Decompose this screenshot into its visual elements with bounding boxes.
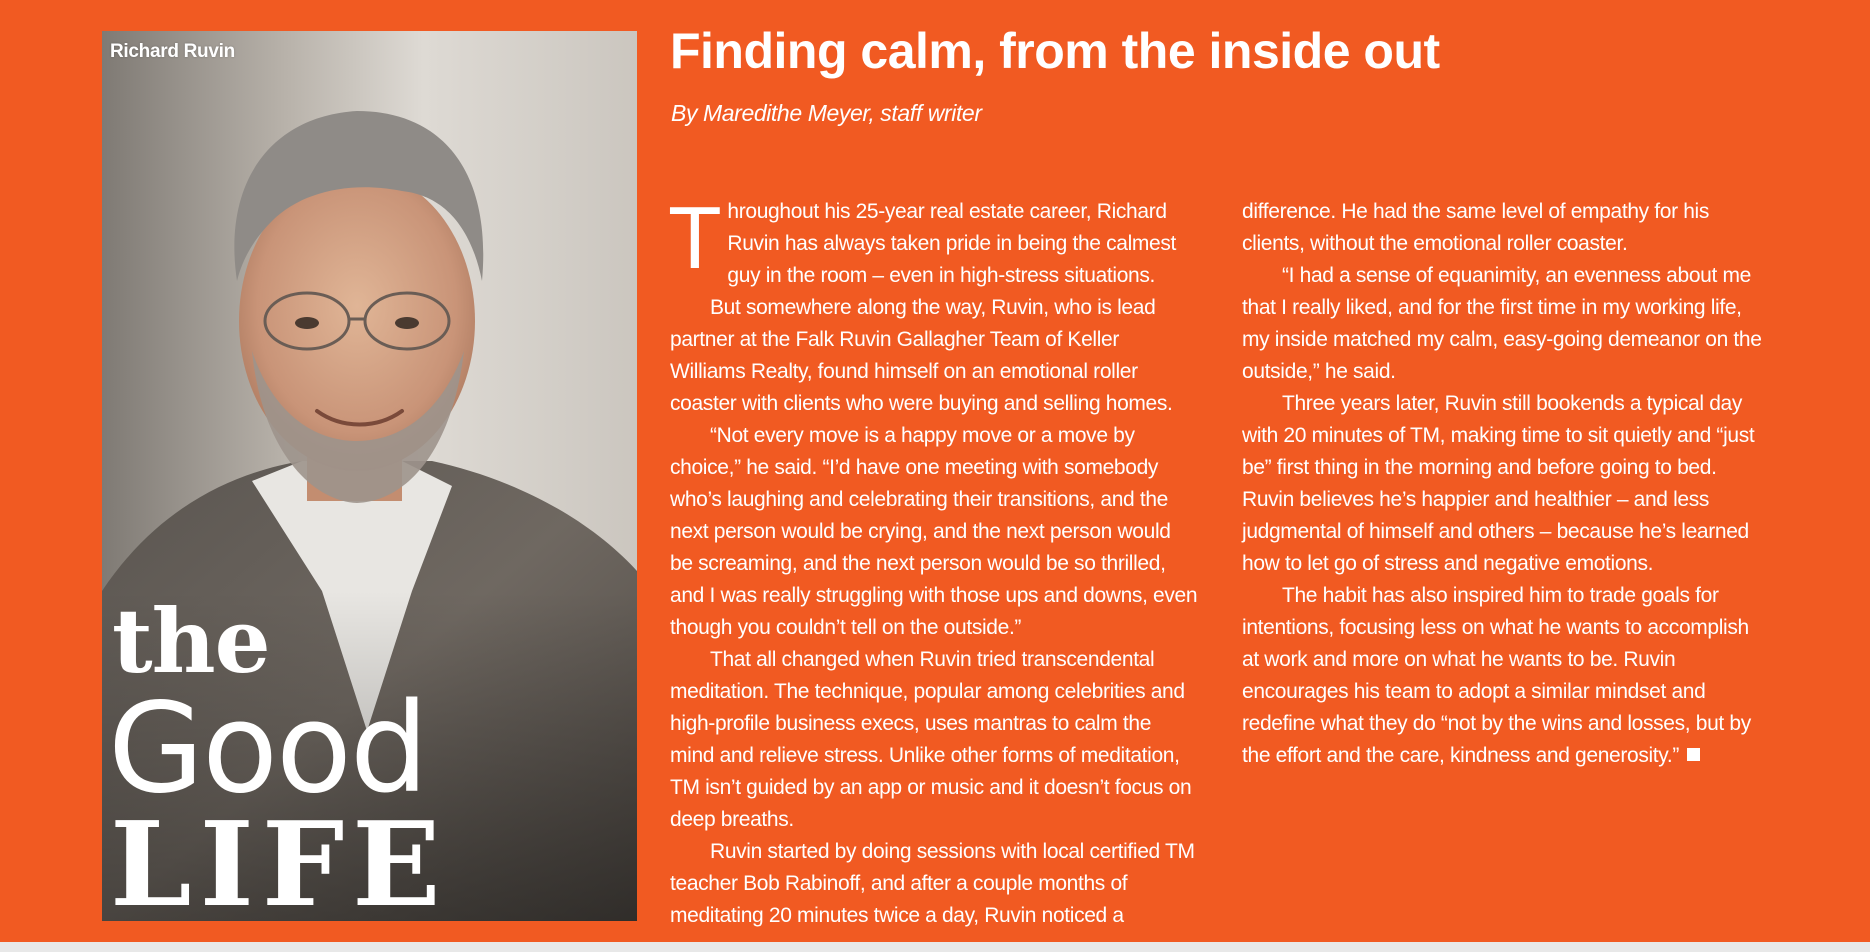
article-body xyxy=(668,188,1770,932)
article-paragraph: That all changed when Ruvin tried transcendental meditation. The technique, popular among celebrities and high-profile business execs, uses mantras to calm the mind and relieve stress. Unlike other forms of meditation, TM isn’t guided by an app or music and it doesn’t focus on deep breaths. xyxy=(670,648,1192,831)
article-byline: By Maredithe Meyer, staff writer xyxy=(671,100,982,126)
photo-caption: Richard Ruvin xyxy=(110,41,235,62)
paragraph-text: hroughout his 25-year real estate career, Richard Ruvin has always taken pride in being the calmest guy in the room – even in high-stress situations. xyxy=(727,200,1177,287)
paragraph-text: The habit has also inspired him to trade goals for intentions, focusing less on what he wants to accomplish at work and more on what he wants to be. Ruvin encourages his team to adopt a similar mindset and redefine what they do “not by the wins and losses, but by the effort and the care, kindness and generosity.” xyxy=(1242,584,1751,767)
drop-cap: T xyxy=(668,188,722,287)
article-paragraph: “Not every move is a happy move or a move by choice,” he said. “I’d have one meeting with somebody who’s laughing and celebrating their transitions, and the next person would be crying, and the next person would be screaming, and the next person would be so thrilled, and I was really struggling with those ups and downs, even though you couldn’t tell on the outside.” xyxy=(670,424,1198,639)
section-brand-the: the xyxy=(112,589,270,693)
end-of-article-mark xyxy=(1687,748,1700,761)
article-paragraph: Three years later, Ruvin still bookends a typical day with 20 minutes of TM, making time to sit quietly and “just be” first thing in the morning and before going to bed. Ruvin believes he’s happier and healthier – and less judgmental of himself and others – because he’s learned how to let go of stress and negative emotions. xyxy=(1242,392,1755,575)
section-brand-good: Good xyxy=(108,677,427,821)
article-paragraph xyxy=(668,188,1198,292)
article-paragraph: “I had a sense of equanimity, an evenness about me that I really liked, and for the first time in my working life, my inside matched my calm, easy-going demeanor on the outside,” he said. xyxy=(1242,264,1762,383)
section-brand-life: LIFE xyxy=(110,797,449,921)
portrait-photo xyxy=(102,31,637,921)
page-bottom-band xyxy=(0,942,1870,952)
article-headline: Finding calm, from the inside out xyxy=(670,23,1440,79)
article-paragraph: But somewhere along the way, Ruvin, who is lead partner at the Falk Ruvin Gallagher Team of Keller Williams Realty, found himself on an emotional roller coaster with clients who were buying and selling homes. xyxy=(670,296,1173,415)
article-paragraph: Ruvin started by doing sessions with local certified TM teacher Bob Rabinoff, and after a couple months of meditating 20 minutes twice a day, Ruvin noticed a difference. He had the same level of empathy for his clients, without the emotional roller coaster. xyxy=(670,200,1710,927)
article-paragraph xyxy=(1242,580,1770,772)
